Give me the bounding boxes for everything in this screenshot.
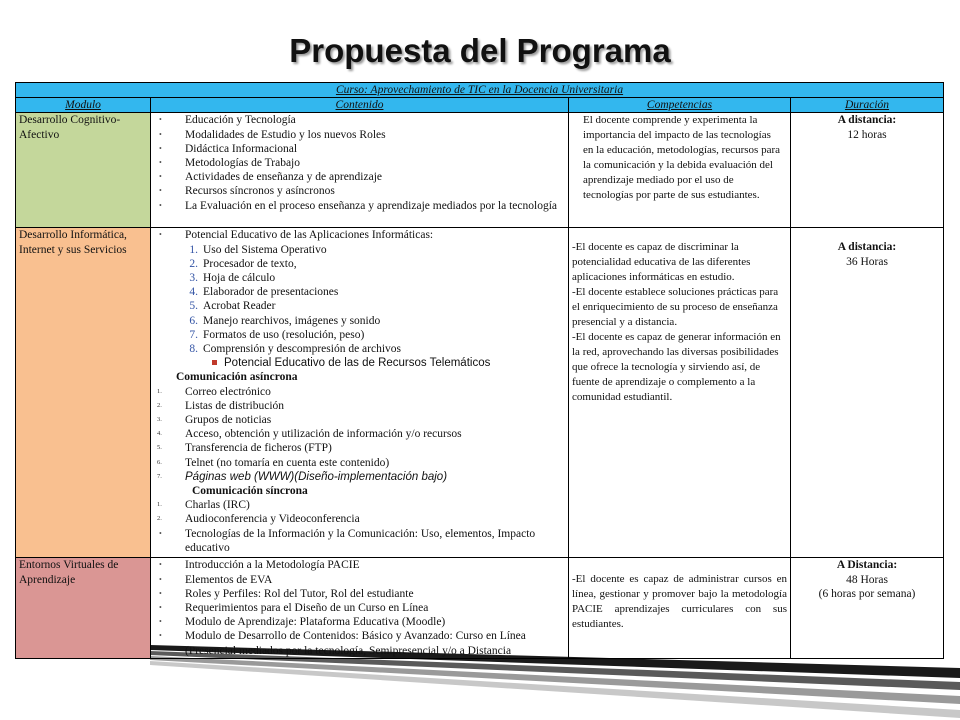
module-competencias: El docente comprende y experimenta la importancia del impacto de las tecnologías en la educación, metodologías, recursos para la comunicación y la debida evaluación del aprendizaje mediado por el uso de tecnologías por parte de sus estudiantes. <box>569 113 791 228</box>
list-item: 5. Transferencia de ficheros (FTP) <box>157 442 332 455</box>
duracion-label: A distancia: <box>837 114 897 127</box>
header-modulo: Modulo <box>16 98 151 113</box>
telematicos-heading: Potencial Educativo de las de Recursos Telemáticos <box>154 356 565 370</box>
header-contenido: Contenido <box>151 98 569 113</box>
list-item: • Roles y Perfiles: Rol del Tutor, Rol del estudiante <box>154 587 565 601</box>
list-item: 5. Acrobat Reader <box>189 300 276 313</box>
list-item: 3. Hoja de cálculo <box>189 272 276 285</box>
table-row <box>16 558 944 658</box>
list-item: 4. Elaborador de presentaciones <box>189 286 339 299</box>
list-item: 8. Comprensión y descompresión de archivos <box>189 343 402 356</box>
module-competencias <box>569 228 791 558</box>
duracion-value: 12 horas <box>847 128 887 141</box>
list-item: 4. Acceso, obtención y utilización de información y/o recursos <box>157 428 462 441</box>
program-table <box>15 82 944 659</box>
list-item: • Didáctica Informacional <box>154 142 565 156</box>
competencia-item: -El docente es capaz de generar información en la red, aprovechando las diversas posibilidades que ofrece la tecnología y sirviendo así, de fuente de aprendizaje o complemento a la comunidad estudiantil. <box>572 331 781 404</box>
competencia-item: -El docente es capaz de discriminar la potencialidad educativa de las diferentes aplicaciones informáticas en estudio. <box>572 241 751 284</box>
module-duracion <box>791 558 944 658</box>
list-item: • La Evaluación en el proceso enseñanza y aprendizaje mediados por la tecnología <box>154 199 565 213</box>
list-item: 6. Telnet (no tomaría en cuenta este contenido) <box>157 456 390 469</box>
list-item: 1. Uso del Sistema Operativo <box>189 243 327 256</box>
list-item: 2. Procesador de texto, <box>189 257 297 270</box>
module-duracion <box>791 113 944 228</box>
module-name: Desarrollo Cognitivo-Afectivo <box>16 113 151 228</box>
list-item: • Actividades de enseñanza y de aprendizaje <box>154 170 565 184</box>
asinc-title: Comunicación asíncrona <box>176 371 298 384</box>
duracion-extra: (6 horas por semana) <box>818 587 916 600</box>
list-item: • Metodologías de Trabajo <box>154 156 565 170</box>
module-name: Desarrollo Informática, Internet y sus Servicios <box>16 228 151 558</box>
module-content <box>151 558 569 658</box>
list-item: 2. Listas de distribución <box>157 399 285 412</box>
header-duracion: Duración <box>791 98 944 113</box>
duracion-value: 48 Horas <box>846 573 888 586</box>
duracion-value: 36 Horas <box>846 255 888 268</box>
list-item: 6. Manejo rearchivos, imágenes y sonido <box>189 314 381 327</box>
table-row <box>16 113 944 228</box>
list-item: • Educación y Tecnología <box>154 113 565 127</box>
table-row <box>16 228 944 558</box>
list-item: 7. Páginas web (WWW)(Diseño-implementación bajo) <box>157 470 448 483</box>
list-item: • Requerimientos para el Diseño de un Curso en Línea <box>154 601 565 615</box>
list-item: • Recursos síncronos y asíncronos <box>154 184 565 198</box>
page-title: Propuesta del Programa <box>289 32 671 69</box>
list-item: • Elementos de EVA <box>154 573 565 587</box>
duracion-label: A distancia: <box>837 241 897 254</box>
list-item: • Potencial Educativo de las Aplicaciones Informáticas: <box>154 228 565 242</box>
competencia-item: -El docente establece soluciones prácticas para el enriquecimiento de su proceso de enseñanza presencial y a distancia. <box>572 286 779 329</box>
module-content <box>151 228 569 558</box>
list-item: 3. Grupos de noticias <box>157 414 272 427</box>
module-duracion <box>791 228 944 558</box>
course-title: Curso: Aprovechamiento de TIC en la Docencia Universitaria <box>16 83 944 98</box>
header-competencias: Competencias <box>569 98 791 113</box>
list-item: • Modalidades de Estudio y los nuevos Roles <box>154 128 565 142</box>
list-item: • Tecnologías de la Información y la Comunicación: Uso, elementos, Impacto educativo <box>154 527 565 555</box>
list-item: 7. Formatos de uso (resolución, peso) <box>189 328 365 341</box>
list-item: 1. Correo electrónico <box>157 385 271 398</box>
square-bullet-icon <box>212 360 217 365</box>
duracion-label: A Distancia: <box>836 559 898 572</box>
list-item: • Modulo de Aprendizaje: Plataforma Educativa (Moodle) <box>154 615 565 629</box>
list-item: • Introducción a la Metodología PACIE <box>154 558 565 572</box>
list-item: 1. Charlas (IRC) <box>157 499 250 512</box>
module-name: Entornos Virtuales de Aprendizaje <box>16 558 151 658</box>
list-item: • Modulo de Desarrollo de Contenidos: Básico y Avanzado: Curso en Línea (Presencial mediados por la tecnología, Semipresencial y/o a Distancia <box>154 629 565 657</box>
list-item: 2. Audioconferencia y Videoconferencia <box>157 513 360 526</box>
module-competencias <box>569 558 791 658</box>
module-content <box>151 113 569 228</box>
sinc-title: Comunicación síncrona <box>192 485 308 498</box>
competencia-item: -El docente es capaz de administrar cursos en línea, gestionar y promover bajo la metodología PACIE aprendizajes curriculares con sus estudiantes. <box>572 573 787 631</box>
